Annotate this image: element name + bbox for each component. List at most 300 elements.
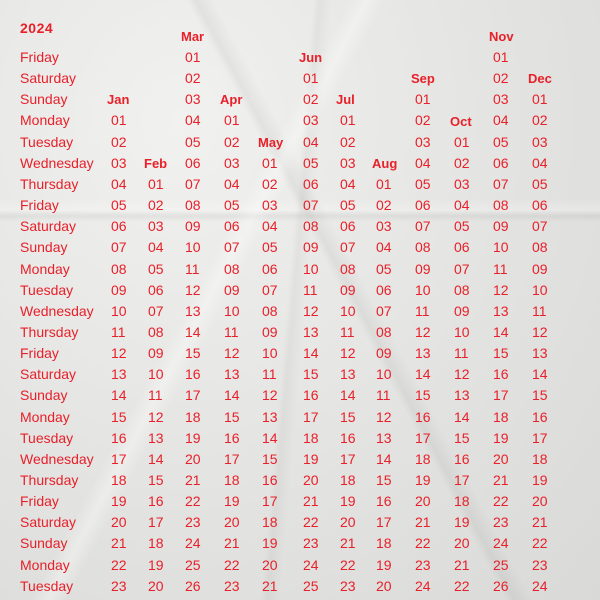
day-number: 19 [376,556,392,573]
day-number: 14 [185,323,201,340]
weekday-label: Monday [20,556,70,573]
day-number: 18 [532,450,548,467]
day-number: 18 [185,408,201,425]
day-number: 18 [454,493,470,510]
day-number: 22 [224,556,240,573]
day-number: 12 [493,281,509,298]
day-number: 22 [454,577,470,594]
month-name: Jul [336,92,355,108]
day-number: 15 [454,429,470,446]
day-number: 07 [340,239,356,256]
weekday-label: Sunday [20,91,68,108]
day-number: 20 [340,514,356,531]
day-number: 23 [185,514,201,531]
weekday-label: Monday [20,112,70,129]
day-number: 01 [493,49,509,65]
weekday-label: Saturday [20,70,77,87]
day-number: 06 [415,197,431,214]
day-number: 20 [493,450,509,467]
day-number: 02 [111,133,127,150]
day-number: 17 [454,472,470,488]
day-number: 15 [185,345,201,362]
day-number: 08 [224,260,240,277]
day-number: 04 [303,133,319,150]
day-number: 16 [454,450,470,467]
weekday-label: Thursday [20,175,79,192]
day-number: 08 [148,323,164,340]
day-number: 17 [185,387,201,404]
day-number: 11 [262,366,277,383]
day-number: 07 [532,218,548,235]
day-number: 09 [493,218,509,235]
day-number: 17 [262,493,278,510]
day-number: 19 [493,429,509,446]
day-number: 11 [493,260,508,277]
weekday-label: Sunday [20,239,68,256]
day-number: 11 [340,323,355,340]
day-number: 05 [376,260,392,277]
day-number: 12 [111,345,127,362]
day-number: 04 [340,175,356,192]
day-number: 14 [376,450,392,467]
month-name: Jan [107,92,130,108]
day-number: 03 [340,154,356,171]
day-number: 18 [148,535,164,552]
day-number: 09 [111,281,127,298]
day-number: 01 [262,154,278,171]
day-number: 07 [262,281,278,298]
day-number: 11 [303,281,318,298]
day-number: 05 [340,197,356,214]
day-number: 16 [415,408,431,425]
month-name: Dec [528,71,552,87]
day-number: 24 [415,577,431,594]
day-number: 04 [376,239,392,256]
day-number: 16 [376,493,392,510]
weekday-label: Friday [20,197,59,214]
day-number: 02 [493,70,509,87]
day-number: 09 [376,345,392,362]
day-number: 06 [454,239,470,256]
day-number: 07 [376,302,392,319]
day-number: 11 [148,387,163,404]
day-number: 15 [148,472,164,488]
day-number: 18 [224,472,240,488]
day-number: 06 [185,154,201,171]
day-number: 16 [224,429,240,446]
day-number: 17 [303,408,319,425]
day-number: 07 [224,239,240,256]
day-number: 06 [262,260,278,277]
day-number: 03 [415,133,431,150]
day-number: 04 [493,112,509,129]
day-number: 02 [148,197,164,214]
day-number: 02 [303,91,319,108]
day-number: 02 [532,112,548,129]
day-number: 16 [303,387,319,404]
day-number: 25 [493,556,509,573]
day-number: 10 [532,281,548,298]
day-number: 16 [148,493,164,510]
day-number: 13 [111,366,127,383]
day-number: 01 [111,112,127,129]
day-number: 10 [262,345,278,362]
day-number: 08 [376,323,392,340]
day-number: 21 [340,535,356,552]
day-number: 12 [532,323,548,340]
day-number: 12 [185,281,201,298]
day-number: 11 [185,260,200,277]
day-number: 07 [185,175,201,192]
day-number: 13 [415,345,431,362]
month-name: Sep [411,71,435,87]
day-number: 07 [493,175,509,192]
day-number: 17 [111,450,127,467]
day-number: 06 [148,281,164,298]
day-number: 17 [376,514,392,531]
day-number: 10 [493,239,509,256]
day-number: 12 [415,323,431,340]
day-number: 14 [148,450,164,467]
month-name: Mar [181,29,205,44]
weekday-label: Thursday [20,472,79,488]
day-number: 20 [454,535,470,552]
weekday-label: Saturday [20,218,77,235]
day-number: 15 [376,472,392,488]
day-number: 06 [224,218,240,235]
day-number: 24 [185,535,201,552]
day-number: 13 [340,366,356,383]
day-number: 19 [185,429,201,446]
day-number: 01 [185,49,201,65]
day-number: 01 [303,70,319,87]
day-number: 21 [303,493,319,510]
weekday-label: Sunday [20,535,68,552]
day-number: 14 [224,387,240,404]
day-number: 23 [415,556,431,573]
day-number: 08 [111,260,127,277]
day-number: 05 [262,239,278,256]
day-number: 19 [303,450,319,467]
day-number: 16 [340,429,356,446]
day-number: 02 [185,70,201,87]
day-number: 13 [532,345,548,362]
day-number: 07 [111,239,127,256]
day-number: 12 [303,302,319,319]
day-number: 16 [493,366,509,383]
day-number: 20 [148,577,164,594]
day-number: 04 [111,175,127,192]
day-number: 14 [493,323,509,340]
day-number: 01 [532,91,548,108]
day-number: 09 [185,218,201,235]
day-number: 03 [493,91,509,108]
weekday-label: Friday [20,345,59,362]
day-number: 11 [224,323,239,340]
day-number: 21 [493,472,509,488]
day-number: 05 [493,133,509,150]
day-number: 13 [224,366,240,383]
day-number: 18 [303,429,319,446]
day-number: 03 [185,91,201,108]
day-number: 14 [262,429,278,446]
month-name: Nov [489,29,514,44]
day-number: 09 [532,260,548,277]
day-number: 21 [185,472,201,488]
day-number: 25 [185,556,201,573]
day-number: 15 [262,450,278,467]
day-number: 24 [493,535,509,552]
day-number: 10 [303,260,319,277]
day-number: 14 [454,408,470,425]
day-number: 04 [532,154,548,171]
day-number: 14 [111,387,127,404]
day-number: 21 [454,556,470,573]
day-number: 12 [262,387,278,404]
day-number: 17 [148,514,164,531]
day-number: 10 [415,281,431,298]
day-number: 24 [532,577,548,594]
day-number: 20 [415,493,431,510]
day-number: 15 [493,345,509,362]
day-number: 14 [532,366,548,383]
day-number: 02 [340,133,356,150]
day-number: 08 [493,197,509,214]
month-name: Feb [144,155,168,171]
day-number: 08 [454,281,470,298]
day-number: 18 [111,472,127,488]
weekday-label: Wednesday [20,450,94,467]
day-number: 20 [224,514,240,531]
day-number: 03 [376,218,392,235]
day-number: 06 [532,197,548,214]
day-number: 08 [340,260,356,277]
month-name: Aug [372,155,398,171]
day-number: 10 [185,239,201,256]
weekday-label: Saturday [20,514,77,531]
day-number: 17 [340,450,356,467]
day-number: 01 [415,91,431,108]
day-number: 21 [224,535,240,552]
day-number: 07 [148,302,164,319]
day-number: 02 [262,175,278,192]
day-number: 05 [185,133,201,150]
day-number: 07 [303,197,319,214]
day-number: 24 [303,556,319,573]
day-number: 19 [262,535,278,552]
month-name: Oct [450,113,472,129]
month-name: May [258,134,284,150]
day-number: 08 [185,197,201,214]
day-number: 12 [148,408,164,425]
weekday-label: Wednesday [20,302,94,319]
day-number: 12 [454,366,470,383]
day-number: 17 [532,429,548,446]
day-number: 10 [454,323,470,340]
weekday-label: Tuesday [20,133,74,150]
day-number: 13 [454,387,470,404]
day-number: 11 [111,323,126,340]
day-number: 15 [415,387,431,404]
day-number: 10 [111,302,127,319]
day-number: 20 [111,514,127,531]
day-number: 05 [224,197,240,214]
day-number: 19 [111,493,127,510]
day-number: 21 [532,514,548,531]
day-number: 26 [493,577,509,594]
day-number: 04 [454,197,470,214]
day-number: 09 [340,281,356,298]
day-number: 06 [376,281,392,298]
day-number: 22 [303,514,319,531]
day-number: 18 [340,472,356,488]
day-number: 13 [262,408,278,425]
day-number: 07 [454,260,470,277]
day-number: 01 [224,112,240,129]
day-number: 08 [303,218,319,235]
day-number: 04 [148,239,164,256]
day-number: 15 [303,366,319,383]
day-number: 02 [454,154,470,171]
weekday-label: Tuesday [20,281,74,298]
day-number: 09 [262,323,278,340]
day-number: 20 [262,556,278,573]
day-number: 05 [111,197,127,214]
day-number: 19 [224,493,240,510]
day-number: 25 [303,577,319,594]
weekday-label: Tuesday [20,429,74,446]
day-number: 15 [340,408,356,425]
day-number: 11 [376,387,391,404]
day-number: 23 [303,535,319,552]
weekday-label: Friday [20,49,59,65]
day-number: 03 [262,197,278,214]
day-number: 21 [262,577,278,594]
day-number: 03 [454,175,470,192]
day-number: 04 [415,154,431,171]
day-number: 15 [111,408,127,425]
weekday-label: Wednesday [20,154,94,171]
weekday-label: Friday [20,493,59,510]
day-number: 11 [415,302,430,319]
day-number: 05 [454,218,470,235]
weekday-label: Tuesday [20,577,74,594]
day-number: 06 [340,218,356,235]
day-number: 22 [185,493,201,510]
day-number: 09 [303,239,319,256]
day-number: 13 [493,302,509,319]
day-number: 19 [340,493,356,510]
day-number: 23 [493,514,509,531]
weekday-label: Thursday [20,323,79,340]
day-number: 18 [376,535,392,552]
day-number: 10 [224,302,240,319]
day-number: 16 [111,429,127,446]
day-number: 01 [340,112,356,129]
day-number: 11 [532,302,547,319]
day-number: 21 [415,514,431,531]
day-number: 26 [185,577,201,594]
day-number: 22 [493,493,509,510]
day-number: 18 [262,514,278,531]
day-number: 02 [376,197,392,214]
day-number: 18 [493,408,509,425]
day-number: 20 [303,472,319,488]
day-number: 08 [415,239,431,256]
day-number: 05 [148,260,164,277]
day-number: 13 [148,429,164,446]
day-number: 07 [415,218,431,235]
day-number: 17 [224,450,240,467]
weekday-label: Monday [20,408,70,425]
day-number: 17 [415,429,431,446]
day-number: 22 [111,556,127,573]
day-number: 05 [303,154,319,171]
month-name: Jun [299,50,323,66]
day-number: 12 [340,345,356,362]
day-number: 13 [303,323,319,340]
day-number: 05 [532,175,548,192]
day-number: 19 [148,556,164,573]
day-number: 01 [148,175,164,192]
day-number: 19 [532,472,548,488]
weekday-label: Sunday [20,387,68,404]
day-number: 03 [111,154,127,171]
day-number: 02 [224,133,240,150]
day-number: 11 [454,345,469,362]
day-number: 20 [376,577,392,594]
day-number: 02 [415,112,431,129]
day-number: 22 [532,535,548,552]
day-number: 14 [415,366,431,383]
weekday-label: Monday [20,260,70,277]
day-number: 01 [376,175,392,192]
day-number: 23 [340,577,356,594]
day-number: 16 [532,408,548,425]
day-number: 12 [376,408,392,425]
day-number: 23 [224,577,240,594]
day-number: 09 [224,281,240,298]
day-number: 03 [532,133,548,150]
day-number: 16 [262,472,278,488]
month-name: Apr [220,92,243,108]
day-number: 16 [185,366,201,383]
day-number: 10 [340,302,356,319]
day-number: 06 [493,154,509,171]
day-number: 04 [224,175,240,192]
day-number: 22 [340,556,356,573]
day-number: 17 [493,387,509,404]
weekday-label: Saturday [20,366,77,383]
day-number: 06 [111,218,127,235]
day-number: 19 [415,472,431,488]
day-number: 23 [111,577,127,594]
day-number: 13 [376,429,392,446]
day-number: 13 [185,302,201,319]
day-number: 01 [454,133,470,150]
day-number: 04 [185,112,201,129]
day-number: 03 [148,218,164,235]
day-number: 04 [262,218,278,235]
day-number: 23 [532,556,548,573]
day-number: 15 [532,387,548,404]
day-number: 19 [454,514,470,531]
day-number: 08 [262,302,278,319]
day-number: 12 [224,345,240,362]
day-number: 14 [303,345,319,362]
day-number: 09 [415,260,431,277]
day-number: 15 [224,408,240,425]
